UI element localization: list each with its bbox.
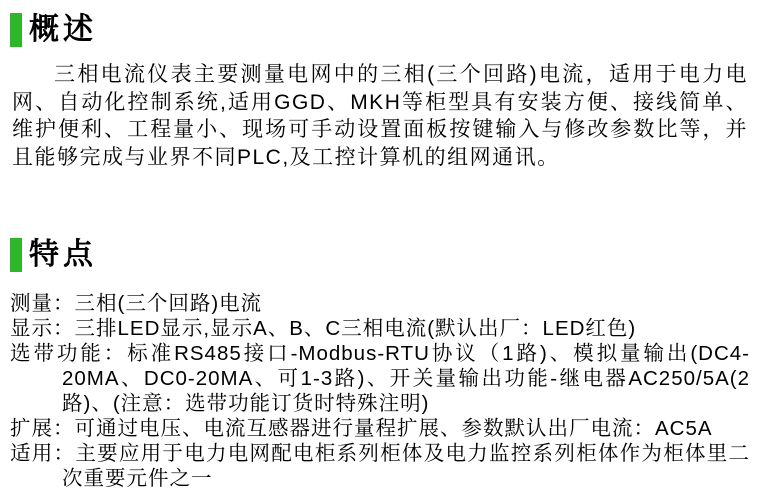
feature-label: 适用： [10,442,76,465]
feature-item-optional-functions [10,341,750,416]
overview-section-header [10,0,764,47]
feature-label: 扩展： [10,417,75,440]
green-section-marker-bar [10,13,22,47]
feature-text: 三相(三个回路)电流 [74,292,263,315]
features-list [10,291,750,491]
feature-text: 主要应用于电力电网配电柜系列柜体及电力监控系列柜体作为柜体里二次重要元件之一 [62,442,751,490]
features-section-title: 特点 [29,238,97,271]
green-section-marker-bar [10,238,22,272]
feature-item-measurement [10,291,750,316]
feature-label: 测量： [10,292,75,315]
feature-item-expansion [10,416,750,441]
overview-paragraph: 三相电流仪表主要测量电网中的三相(三个回路)电流，适用于电力电网、自动化控制系统,适用GGD、MKH等柜型具有安装方便、接线简单、维护便利、工程量小、现场可手动设置面板按键输入与修改参数比等，并且能够完成与业界不同PLC,及工控计算机的组网通讯。 [12,63,748,169]
feature-label: 显示： [10,317,75,340]
overview-section-title: 概述 [29,13,97,46]
feature-text: 可通过电压、电流互感器进行量程扩展、参数默认出厂电流：AC5A [74,417,713,440]
features-section-header [10,238,764,272]
feature-label: 选带功能： [10,342,128,365]
feature-text: 三排LED显示,显示A、B、C三相电流(默认出厂：LED红色) [74,317,637,340]
feature-item-application [10,441,750,491]
feature-item-display [10,316,750,341]
feature-text: 标准RS485接口-Modbus-RTU协议（1路)、模拟量输出(DC4-20MA、DC0-20MA、可1-3路)、开关量输出功能-继电器AC250/5A(2路)、(注意：选带功能订货时特殊注明) [62,342,751,415]
